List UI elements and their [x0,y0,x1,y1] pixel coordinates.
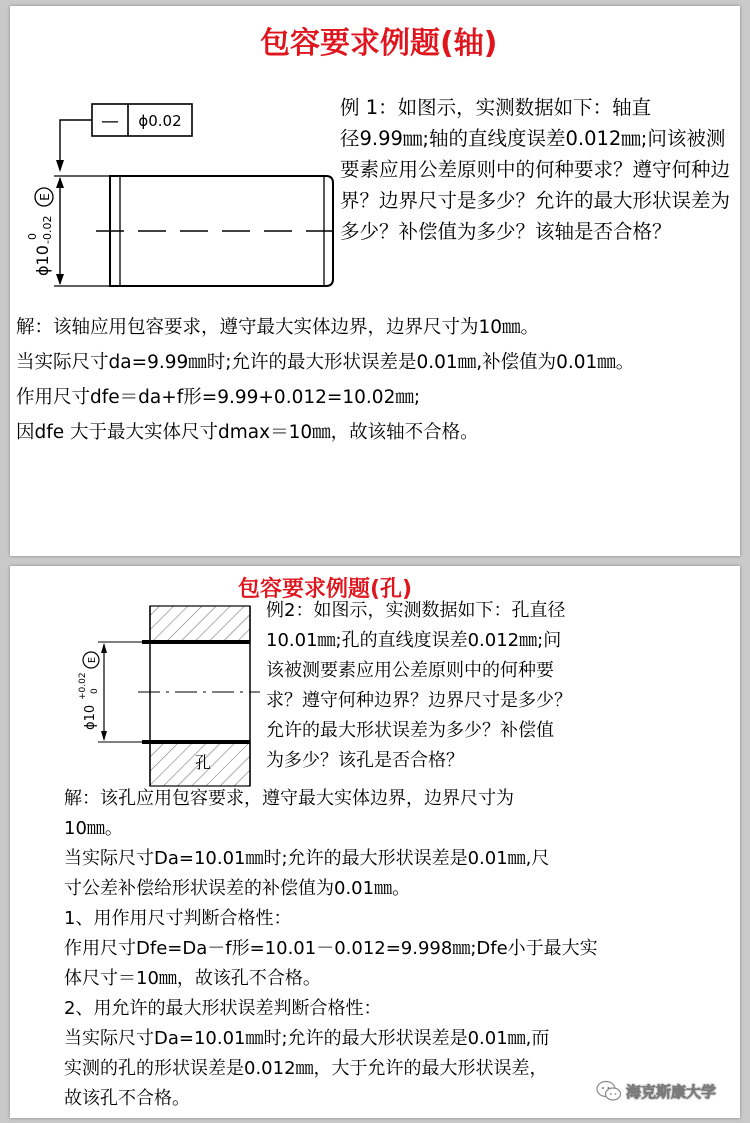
envelope-symbol: E [38,193,52,201]
example-2-question [266,596,572,776]
hole-label: 孔 [195,753,212,772]
envelope-symbol: E [87,656,98,664]
dimension-lower-deviation: -0.02 [41,215,54,244]
solution-line: 实测的孔的形状误差是0.012㎜，大于允许的最大形状误差， [64,1058,548,1079]
question-line: 径9.99㎜;轴的直线度误差0.012㎜;问该被测 [340,127,726,150]
question-line: 该被测要素应用公差原则中的何种要 [266,660,554,681]
straightness-tolerance-frame [92,104,192,136]
solution-line: 解：该轴应用包容要求，遵守最大实体边界，边界尺寸为10㎜。 [16,317,540,338]
question-line: 求？遵守何种边界？边界尺寸是多少？ [266,690,572,711]
shaft-drawing [10,96,340,296]
solution-line: 当实际尺寸Da=10.01㎜时;允许的最大形状误差是0.01㎜,而 [64,1028,550,1049]
watermark [596,1080,716,1102]
question-line: 多少？补偿值为多少？该轴是否合格？ [340,220,672,243]
straightness-symbol: — [101,111,119,132]
watermark-text: 海克斯康大学 [625,1082,716,1101]
hole-drawing [50,602,270,792]
example-2-solution [64,784,598,1114]
question-line: 界？边界尺寸是多少？允许的最大形状误差为 [340,189,731,212]
solution-line: 作用尺寸dfe＝da+f形=9.99+0.012=10.02㎜; [16,387,421,408]
solution-line: 10㎜。 [64,818,123,839]
question-line: 要素应用公差原则中的何种要求？遵守何种边 [340,158,731,181]
solution-line: 当实际尺寸Da=10.01㎜时;允许的最大形状误差是0.01㎜,尺 [64,848,550,869]
wechat-logo-icon [596,1080,622,1102]
dimension-nominal: ϕ10 [83,704,98,730]
example-2-slide [10,566,740,1118]
dimension-upper-deviation: +0.02 [78,672,88,700]
solution-line: 当实际尺寸da=9.99㎜时;允许的最大形状误差是0.01㎜,补偿值为0.01㎜。 [16,352,635,373]
dimension-nominal: ϕ10 [33,245,52,276]
tolerance-value: ϕ0.02 [138,112,182,130]
solution-line: 作用尺寸Dfe=Da－f形=10.01－0.012=9.998㎜;Dfe小于最大实 [64,938,598,959]
solution-line: 解：该孔应用包容要求，遵守最大实体边界，边界尺寸为 [64,788,514,809]
shaft-body [96,176,340,286]
dimension-upper-deviation: 0 [26,233,39,240]
solution-line: 故该孔不合格。 [64,1088,190,1109]
question-line: 例2：如图示，实测数据如下：孔直径 [266,600,566,621]
example-2-title: 包容要求例题(孔) [238,577,413,602]
hole-diameter-dimension [78,652,100,730]
dimension-lower-deviation: 0 [90,688,100,694]
question-line: 例 1：如图示，实测数据如下：轴直 [340,96,652,119]
solution-line: 2、用允许的最大形状误差判断合格性： [64,998,382,1019]
solution-line: 寸公差补偿给形状误差的补偿值为0.01㎜。 [64,878,411,899]
solution-line: 体尺寸＝10㎜，故该孔不合格。 [64,968,321,989]
solution-line: 因dfe 大于最大实体尺寸dmax＝10㎜，故该轴不合格。 [16,422,479,443]
example-1-title: 包容要求例题(轴) [260,26,498,61]
diameter-dimension [26,188,54,276]
question-line: 10.01㎜;孔的直线度误差0.012㎜;问 [266,630,562,651]
example-1-slide [10,6,740,556]
solution-line: 1、用作用尺寸判断合格性： [64,908,292,929]
question-line: 允许的最大形状误差为多少？补偿值 [266,720,554,741]
example-1-question [340,92,730,247]
question-line: 为多少？该孔是否合格？ [266,750,464,771]
example-1-solution [16,310,634,450]
